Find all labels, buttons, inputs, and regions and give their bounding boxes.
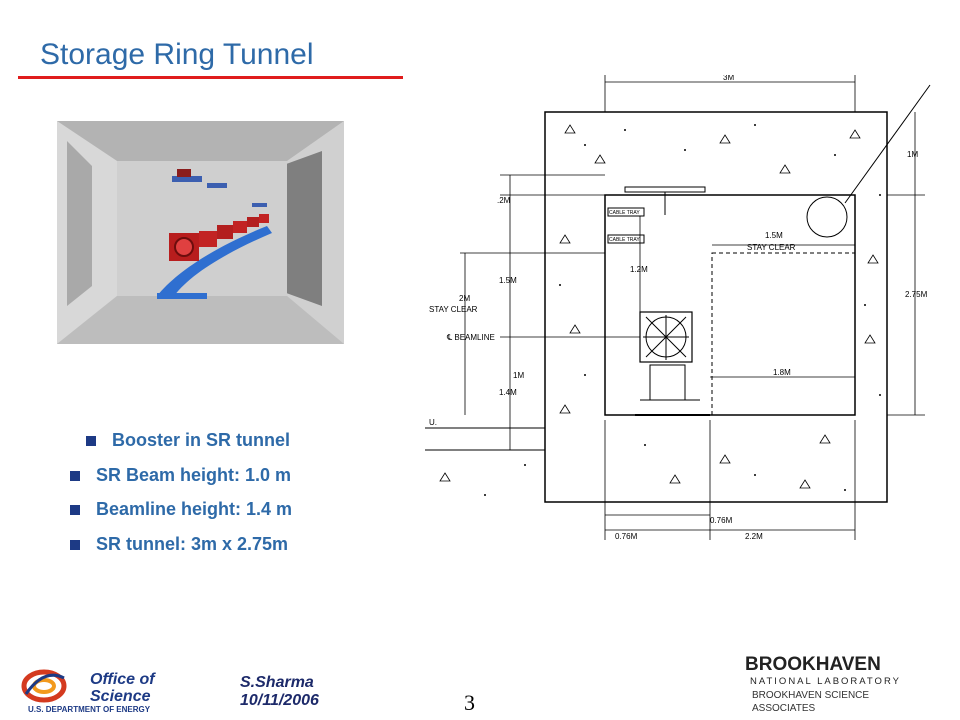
presentation-date: 10/11/2006 (240, 692, 319, 709)
bullet-text: Booster in SR tunnel (112, 430, 291, 450)
bullet-item (70, 465, 291, 486)
doe-line3: U.S. DEPARTMENT OF ENERGY (28, 705, 151, 714)
bnl-subtitle: NATIONAL LABORATORY (750, 676, 901, 687)
bnl-assoc-line1: BROOKHAVEN SCIENCE (752, 690, 870, 701)
floor-label: U. (429, 418, 437, 427)
dim-bottom-right: 2.2M (745, 532, 763, 541)
beamline-label: ℄ BEAMLINE (447, 333, 495, 342)
brookhaven-logo (745, 650, 915, 690)
bullet-item (70, 499, 292, 520)
dim-bottom-mid: 0.76M (710, 516, 733, 525)
dim-width-3m: 3M (723, 75, 735, 82)
dim-stay-clear-width: 1.5M (765, 231, 783, 240)
cable-tray-label-2: CABLE TRAY (609, 237, 640, 243)
bnl-name: BROOKHAVEN (745, 654, 881, 675)
tunnel-rendering-image (57, 121, 344, 344)
dim-stay-clear-2m: 2M (459, 294, 471, 303)
bullet-text: SR Beam height: 1.0 m (96, 465, 292, 485)
bullet-square-icon (70, 471, 80, 481)
dim-beam-height-1m: 1M (513, 371, 525, 380)
bullet-square-icon (70, 505, 80, 515)
bullet-item (70, 534, 288, 555)
bnl-assoc-line2: ASSOCIATES (752, 703, 816, 714)
dim-top-1m: 1M (907, 150, 919, 159)
cable-tray-label-1: CABLE TRAY (609, 210, 640, 216)
bullet-item (86, 430, 290, 451)
dim-offset-02m: .2M (497, 196, 511, 205)
author-block (240, 674, 319, 710)
bullet-square-icon (70, 540, 80, 550)
bullet-square-icon (86, 436, 96, 446)
office-of-science-logo (20, 664, 185, 714)
slide-title: Storage Ring Tunnel (40, 38, 314, 71)
dim-clear-width-18m: 1.8M (773, 368, 791, 377)
doe-line1: Office of (90, 671, 155, 688)
bnl-associates (752, 689, 892, 715)
dim-beam-to-tray: 1.2M (630, 265, 648, 274)
author-name: S.Sharma (240, 674, 314, 691)
stay-clear-text-2: STAY CLEAR (429, 305, 478, 314)
bullet-text: Beamline height: 1.4 m (96, 499, 293, 519)
stay-clear-text: STAY CLEAR (747, 243, 796, 252)
dim-height-275m: 2.75M (905, 290, 928, 299)
page-number: 3 (464, 690, 475, 715)
doe-line2: Science (90, 688, 151, 705)
dim-beamline-height: 1.4M (499, 388, 517, 397)
dim-left-15m: 1.5M (499, 276, 517, 285)
title-rule (18, 76, 403, 79)
bullet-text: SR tunnel: 3m x 2.75m (96, 534, 289, 554)
tunnel-cross-section-drawing (425, 75, 940, 550)
dim-bottom-left: 0.76M (615, 532, 638, 541)
